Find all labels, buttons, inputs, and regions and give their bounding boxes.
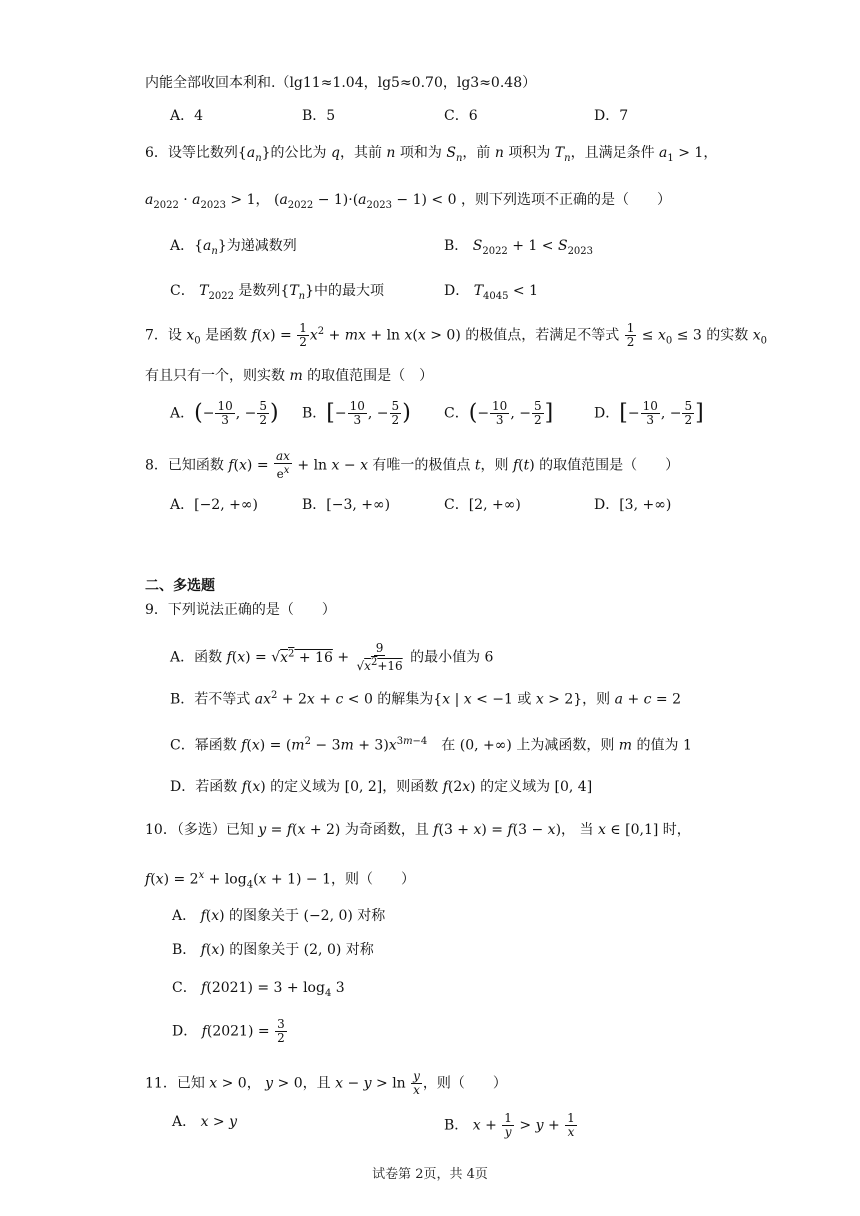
q5-option-b[interactable]: B．5 [302,108,336,124]
q8-option-b[interactable]: B．[−3, +∞) [302,497,391,513]
page-footer: 试卷第 2页，共 4页 [372,1167,488,1182]
q5-option-a[interactable]: A．4 [170,108,204,124]
q11-stem: 11．已知 x > 0， y > 0，且 x − y > ln $\frac{y}{x}$ ，则（ ） [145,1069,507,1097]
q9-option-a[interactable]: A．函数 $f(x) = √x^2 + 16$ + $\frac{9}{√x^2+16}$ 的最小值为 6 [170,641,494,673]
section-heading: 二、多选题 [145,578,215,594]
q10-stem-line2: $f(x) = 2^x + \log_4(x + 1) - 1$，则（ ） [145,870,415,891]
q5-tail-text: 内能全部收回本利和.（lg11≈1.04，lg5≈0.70，lg3≈0.48） [145,75,537,91]
q10-stem-line1: 10．（多选）已知 y = f(x + 2) 为奇函数，且 f(3 + x) = f(3 − x)， 当 x ∈ [0,1] 时， [145,822,691,838]
q5-option-d[interactable]: D．7 [594,108,629,124]
q9-option-c[interactable]: C．幂函数 $f(x) = (m^2 - 3m + 3)x^{3m-4}$ 在 (0, +∞) 上为减函数，则 m 的值为 1 [170,736,692,754]
q7-stem-line2: 有且只有一个，则实数 m 的取值范围是（ ） [145,368,434,384]
q10-option-b[interactable]: B． f(x) 的图象关于 (2, 0) 对称 [172,942,374,958]
q6-option-d[interactable]: D． $T_{4045} < 1$ [444,283,539,302]
q8-option-a[interactable]: A．[−2, +∞) [170,497,258,513]
q6-stem-line1: 6．设等比数列$\{a_n\}$的公比为 q，其前 n 项和为 $S_n$，前 n 项积为 $T_n$，且满足条件 $a_1 > 1$， [145,145,718,164]
q9-option-d[interactable]: D．若函数 f(x) 的定义域为 [0, 2]，则函数 f(2x) 的定义域为 [0, 4] [170,779,593,795]
q6-option-c[interactable]: C． $T_{2022}$ 是数列$\{T_n\}$中的最大项 [170,283,385,302]
q7-option-d[interactable]: D．[− $\frac{10}{3}$ , − $\frac{5}{2}$ ] [594,399,704,427]
q7-stem-line1: 7．设 $x_0$ 是函数 f(x) = $\frac{1}{2}$ $x^2$ + mx + ln x(x > 0) 的极值点，若满足不等式 $\frac{1}{2}$ ≤ $x_0 \le 3$ 的实数 $x_0$ [145,321,767,350]
q6-stem-line2: $a_{2022} \cdot a_{2023} > 1$， $(a_{2022} - 1)\cdot(a_{2023} - 1) < 0$ ，则下列选项不正确的是（ ） [145,192,671,211]
q7-option-a[interactable]: A．(− $\frac{10}{3}$ , − $\frac{5}{2}$ ) [170,399,279,427]
q9-option-b[interactable]: B．若不等式 $ax^2 + 2x + c < 0$ 的解集为{x | x < −1 或 x > 2}，则 a + c = 2 [170,690,682,708]
q8-option-c[interactable]: C．[2, +∞) [444,497,521,513]
q10-option-d[interactable]: D． f(2021) = $\frac{3}{2}$ [172,1017,285,1045]
q6-option-a[interactable]: A．$\{a_n\}$为递减数列 [170,238,297,257]
q7-option-b[interactable]: B．[− $\frac{10}{3}$ , − $\frac{5}{2}$ ) [302,399,411,427]
q7-option-c[interactable]: C．(− $\frac{10}{3}$ , − $\frac{5}{2}$ ] [444,399,554,427]
q10-option-c[interactable]: C． $f(2021) = 3 + \log_4 3$ [172,980,345,999]
q11-option-a[interactable]: A． x > y [172,1114,238,1130]
q5-option-c[interactable]: C．6 [444,108,478,124]
q8-stem: 8．已知函数 f(x) = $\frac{ax}{e^x}$ + ln x − x 有唯一的极值点 t，则 f(t) 的取值范围是（ ） [145,449,680,481]
q9-stem: 9．下列说法正确的是（ ） [145,602,336,618]
q10-option-a[interactable]: A． f(x) 的图象关于 (−2, 0) 对称 [172,908,386,924]
q6-option-b[interactable]: B． $S_{2022} + 1 < S_{2023}$ [444,238,594,257]
q11-option-b[interactable]: B． x + $\frac{1}{y}$ > y + $\frac{1}{x}$ [444,1111,575,1139]
q8-option-d[interactable]: D．[3, +∞) [594,497,672,513]
